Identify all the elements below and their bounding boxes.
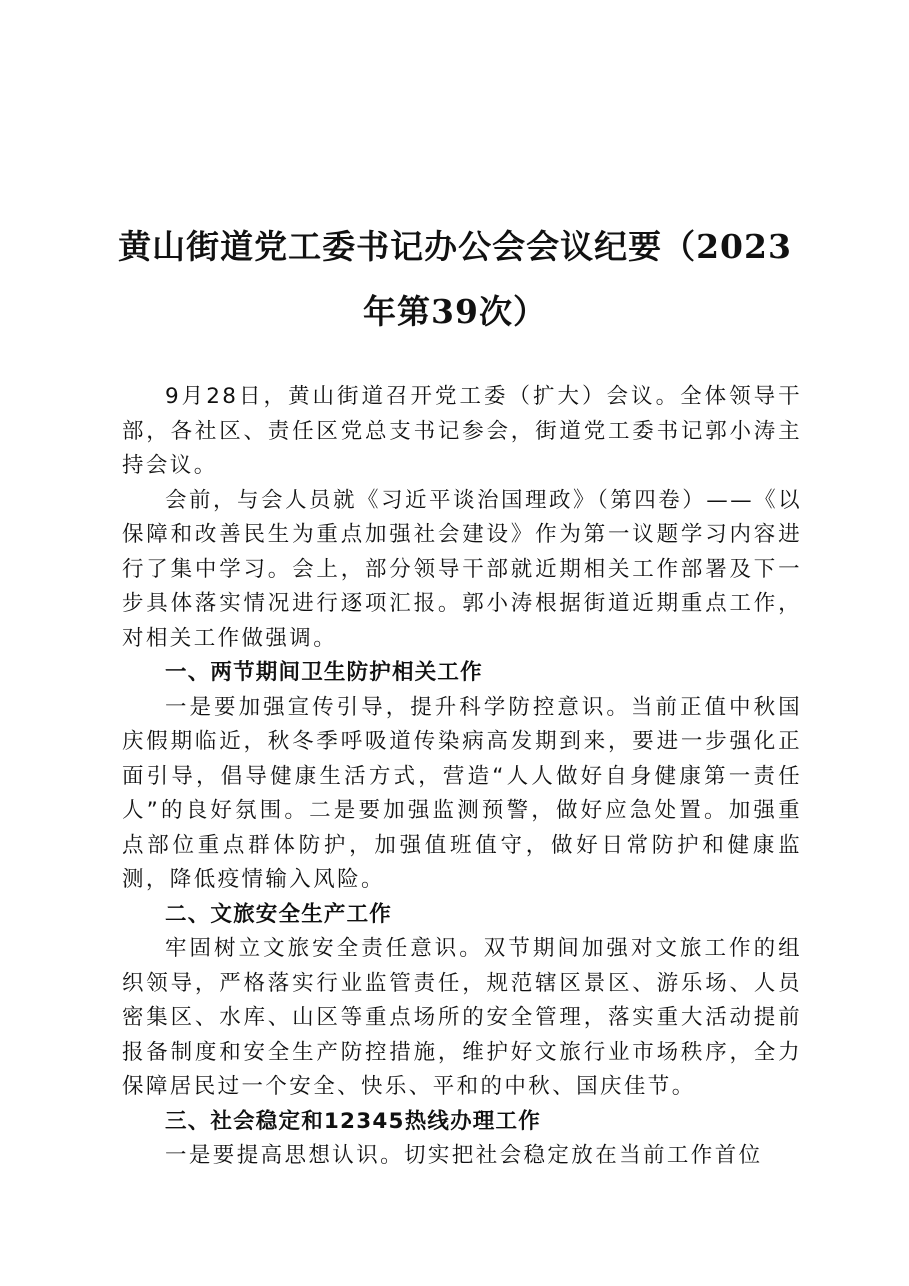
section-text-health: 一是要加强宣传引导，提升科学防控意识。当前正值中秋国庆假期临近，秋冬季呼吸道传染病高发期到来，要进一步强化正面引导，倡导健康生活方式，营造“人人做好自身健康第一责任人”的良好氛围。二是要加强监测预警，做好应急处置。加强重点部位重点群体防护，加强值班值守，做好日常防护和健康监测，降低疫情输入风险。 bbox=[122, 694, 802, 892]
document-body bbox=[122, 380, 802, 1174]
paragraph-meeting-study: 会前，与会人员就《习近平谈治国理政》（第四卷）——《以保障和改善民生为重点加强社会建设》作为第一议题学习内容进行了集中学习。会上，部分领导干部就近期相关工作部署及下一步具体落实情况进行逐项汇报。郭小涛根据街道近期重点工作，对相关工作做强调。 bbox=[122, 487, 802, 651]
document-title-line-2: 年第39次） bbox=[363, 292, 547, 331]
section-text-social-stability: 一是要提高思想认识。切实把社会稳定放在当前工作首位 bbox=[165, 1143, 763, 1168]
section-heading-social-stability: 三、社会稳定和12345热线办理工作 bbox=[165, 1108, 541, 1134]
section-heading-health: 一、两节期间卫生防护相关工作 bbox=[165, 660, 483, 685]
document-title-line-1: 黄山街道党工委书记办公会会议纪要（2023 bbox=[118, 227, 792, 266]
section-heading-tourism-safety: 二、文旅安全生产工作 bbox=[165, 901, 393, 927]
paragraph-meeting-intro: 9月28日，黄山街道召开党工委（扩大）会议。全体领导干部，各社区、责任区党总支书记参会，街道党工委书记郭小涛主持会议。 bbox=[122, 384, 802, 478]
section-text-tourism-safety: 牢固树立文旅安全责任意识。双节期间加强对文旅工作的组织领导，严格落实行业监管责任，规范辖区景区、游乐场、人员密集区、水库、山区等重点场所的安全管理，落实重大活动提前报备制度和安全生产防控措施，维护好文旅行业市场秩序，全力保障居民过一个安全、快乐、平和的中秋、国庆佳节。 bbox=[122, 936, 802, 1099]
